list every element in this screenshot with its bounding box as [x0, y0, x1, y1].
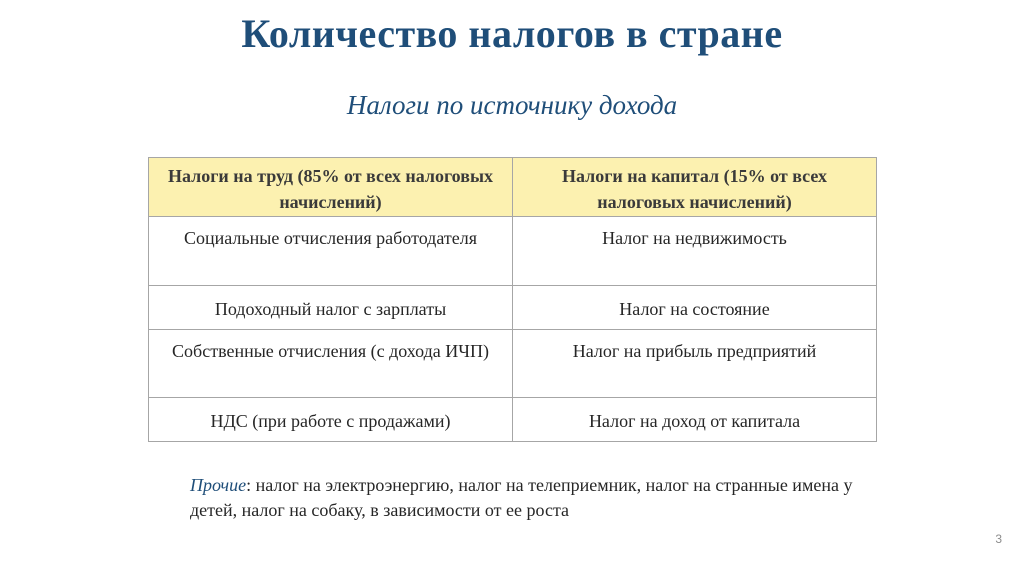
- table-cell: Подоходный налог с зарплаты: [149, 286, 513, 330]
- table-cell: Налог на недвижимость: [513, 217, 877, 286]
- tax-table: [148, 157, 877, 442]
- header-labor-taxes: Налоги на труд (85% от всех налоговых начислений): [149, 158, 513, 217]
- header-capital-taxes: Налоги на капитал (15% от всех налоговых начислений): [513, 158, 877, 217]
- table-row: [149, 286, 877, 330]
- slide-subtitle: Налоги по источнику дохода: [346, 90, 678, 120]
- table-cell: Налог на состояние: [513, 286, 877, 330]
- table-cell: Социальные отчисления работодателя: [149, 217, 513, 286]
- table-row: [149, 217, 877, 286]
- table-row: [149, 398, 877, 442]
- other-taxes-note: [190, 473, 870, 523]
- page-number: 3: [995, 532, 1002, 546]
- slide-title: Количество налогов в стране: [241, 11, 783, 56]
- note-text: : налог на электроэнергию, налог на телеприемник, налог на странные имена у детей, налог на собаку, в зависимости от ее роста: [190, 475, 853, 520]
- table-cell: НДС (при работе с продажами): [149, 398, 513, 442]
- table-header-row: [149, 158, 877, 217]
- table-cell: Собственные отчисления (с дохода ИЧП): [149, 330, 513, 398]
- note-label: Прочие: [190, 475, 247, 495]
- table-cell: Налог на доход от капитала: [513, 398, 877, 442]
- table-cell: Налог на прибыль предприятий: [513, 330, 877, 398]
- table-row: [149, 330, 877, 398]
